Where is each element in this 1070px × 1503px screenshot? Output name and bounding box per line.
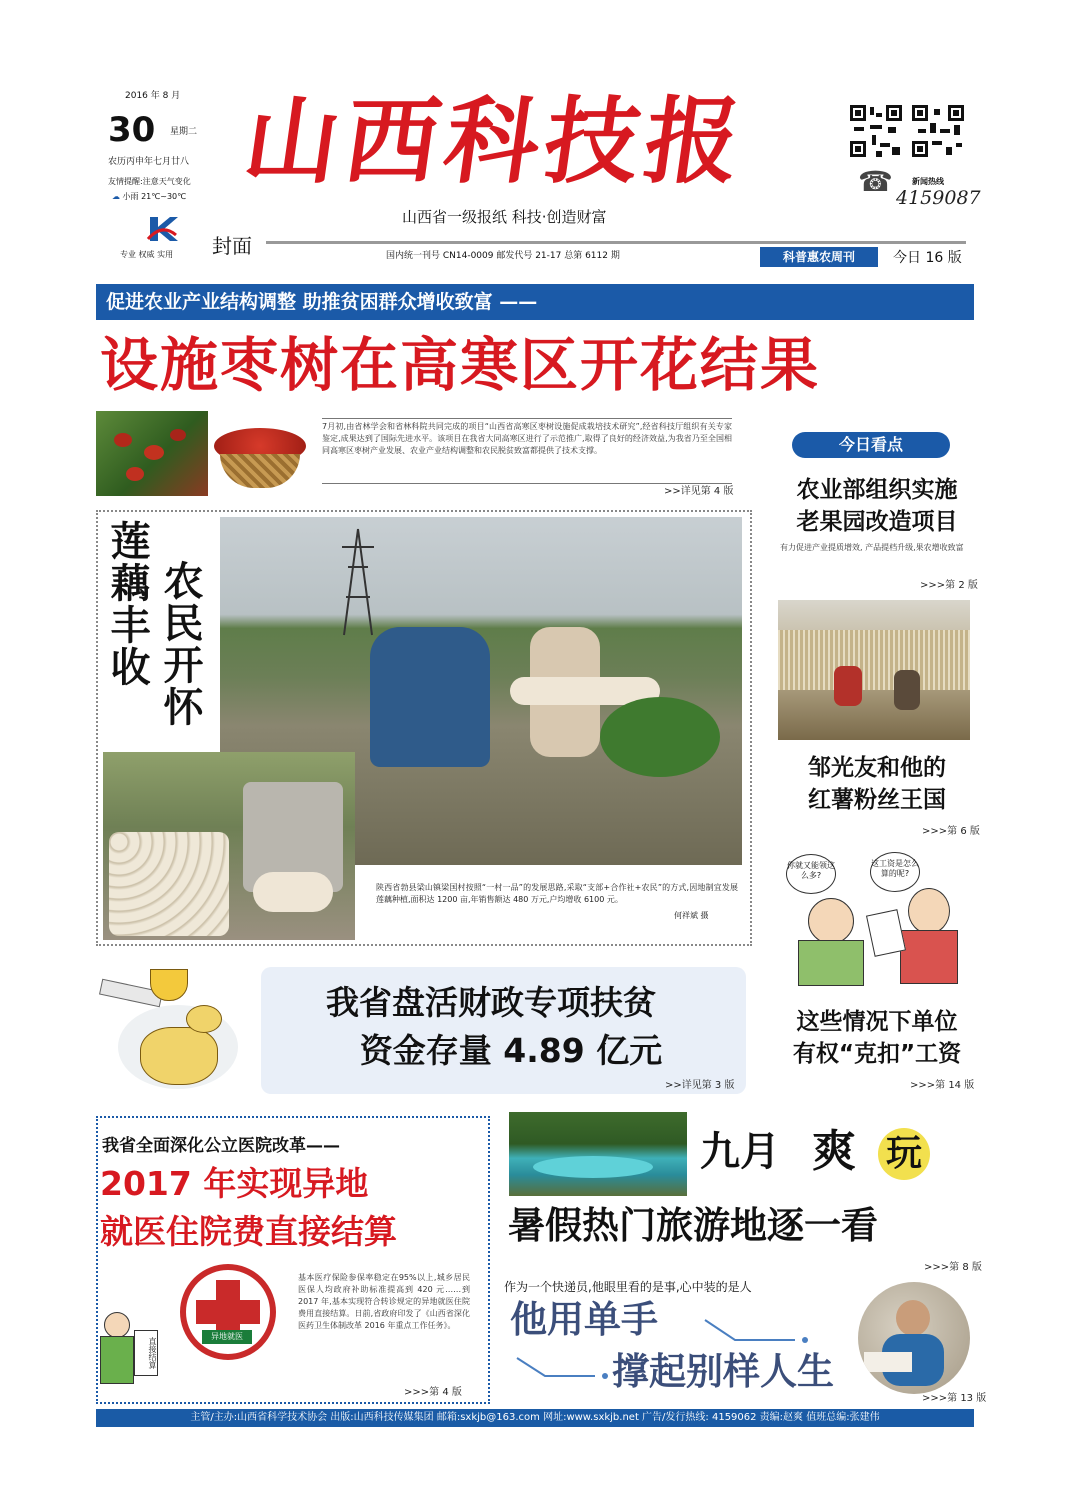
logo-tagline: 专业 权威 实用 [120, 250, 174, 259]
lead-body: 7月初,由省林学会和省林科院共同完成的项目“山西省高寒区枣树设施促成栽培技术研究”,经省科技厅组织有关专家鉴定,成果达到了国际先进水平。该项目在我省大同高寒区进行了示范推广,取得了良好的经济效益,为我省乃至全国相同高寒区枣树产业发展、农业产业结构调整和农民脱贫致富都提供了技术支撑。 [322, 422, 732, 455]
qr-code-icon [848, 103, 904, 159]
lotus-title-col2: 农民开怀 [157, 560, 203, 728]
travel-more-link[interactable]: >>>第 8 版 [924, 1262, 982, 1273]
weather-reminder: 友情提醒:注意天气变化 [108, 177, 191, 186]
hospital-more-link[interactable]: >>>第 4 版 [404, 1387, 462, 1398]
jujube-basket-photo [210, 420, 310, 492]
hospital-illustration [98, 1262, 293, 1392]
date-weekday: 星期二 [170, 127, 198, 137]
hospital-sign-1: 直接结算 [134, 1330, 158, 1376]
highlight-1-summary: 有力促进产业提质增效, 产品提档升级,果农增收致富 [780, 543, 964, 552]
date-day: 30 [108, 110, 156, 150]
wage-cartoon [778, 848, 970, 988]
poverty-more-link[interactable]: >>详见第 3 版 [665, 1080, 735, 1091]
travel-headline[interactable]: 暑假热门旅游地逐一看 [508, 1204, 878, 1247]
hospital-headline-line2[interactable]: 就医住院费直接结算 [100, 1212, 397, 1251]
hospital-sign-2: 异地就医 [202, 1330, 252, 1344]
vermicelli-photo [778, 600, 970, 740]
lotus-photo-credit: 何祥斌 摄 [674, 911, 709, 920]
travel-title-b[interactable]: 爽 [812, 1126, 856, 1177]
poverty-headline-line2[interactable]: 资金存量 4.89 亿元 [359, 1031, 663, 1070]
highlight-1-page[interactable]: >>>第 2 版 [920, 580, 978, 591]
power-tower-icon [338, 527, 378, 637]
decorative-arrows-icon [505, 1290, 865, 1400]
highlight-2-title[interactable]: 邹光友和他的 红薯粉丝王国 [808, 755, 946, 813]
newspaper-title: 山西科技报 [237, 87, 753, 197]
hospital-headline-line1[interactable]: 2017 年实现异地 [100, 1164, 369, 1203]
logo-icon [146, 213, 180, 245]
courier-photo [858, 1282, 970, 1394]
issue-info: 国内统一刊号 CN14-0009 邮发代号 21-17 总第 6112 期 [386, 251, 620, 261]
lead-kicker[interactable]: 促进农业产业结构调整 助推贫困群众增收致富 —— [96, 284, 974, 320]
highlight-3-title[interactable]: 这些情况下单位 有权“克扣”工资 [792, 1009, 962, 1067]
lotus-caption: 陕西省勃县梁山镇梁国村按照“一村一品”的发展思路,采取“支部+合作社+农民”的方式,因地制宜发展莲藕种植,面积达 1200 亩,年销售额达 480 万元,户均增收 6100 元。 [376, 883, 738, 904]
lotus-loading-photo [103, 752, 355, 940]
weather-info: ☁ 小雨 21℃~30℃ [112, 192, 187, 201]
footer-bar: 主管/主办:山西省科学技术协会 出版:山西科技传媒集团 邮箱:sxkjb@163.com 网址:www.sxkjb.net 广告/发行热线: 4159062 责编:赵爽 值班总编:张建伟 [96, 1409, 974, 1427]
highlight-2-page[interactable]: >>>第 6 版 [922, 826, 980, 837]
weekly-tag: 科普惠农周刊 [760, 247, 878, 267]
date-year-month: 2016 年 8 月 [125, 91, 181, 101]
hotline-number: 4159087 [896, 187, 981, 209]
courier-headline-line1[interactable]: 他用单手 [510, 1298, 658, 1341]
newspaper-slogan: 山西省一级报纸 科技·创造财富 [402, 208, 607, 226]
lead-body-frame [322, 418, 732, 484]
highlights-badge: 今日看点 [792, 432, 950, 458]
lead-headline[interactable]: 设施枣树在高寒区开花结果 [100, 331, 821, 399]
courier-headline-line2[interactable]: 撑起别样人生 [612, 1350, 834, 1393]
courier-more-link[interactable]: >>>第 13 版 [922, 1393, 987, 1404]
qr-code-icon [910, 103, 966, 159]
lotus-title-col1: 莲藕丰收 [104, 520, 150, 688]
cartoon-bubble-1: 你就又能领这么多? [786, 854, 836, 894]
jujube-tree-photo [96, 411, 208, 496]
lake-photo [509, 1112, 687, 1196]
telephone-icon: ☎ [858, 165, 893, 198]
lead-more-link[interactable]: >>详见第 4 版 [664, 486, 734, 497]
section-name: 封面 [212, 234, 252, 258]
money-bag-illustration [100, 965, 260, 1095]
rain-icon: ☁ [112, 192, 120, 201]
hospital-kicker[interactable]: 我省全面深化公立医院改革—— [102, 1136, 340, 1156]
hospital-body: 基本医疗保险参保率稳定在95%以上,城乡居民医保人均政府补助标准提高到 420 元……到 2017 年,基本实现符合转诊规定的异地就医住院费用直接结算。日前,省政府印发了《山西省深化医药卫生体制改革 2016 年重点工作任务》。 [298, 1273, 470, 1330]
travel-title-c[interactable]: 玩 [878, 1128, 930, 1180]
highlight-3-page[interactable]: >>>第 14 版 [910, 1080, 975, 1091]
page-count: 今日 16 版 [893, 250, 962, 266]
highlight-1-title[interactable]: 农业部组织实施 老果园改造项目 [796, 477, 958, 535]
hotline-label: 新闻热线 [912, 177, 944, 186]
masthead-rule [266, 241, 966, 244]
travel-title-a[interactable]: 九月 [700, 1129, 780, 1175]
courier-kicker[interactable]: 作为一个快递员,他眼里看的是事,心中装的是人 [504, 1280, 752, 1294]
cartoon-bubble-2: 这工资是怎么算的呢? [870, 852, 920, 892]
lunar-date: 农历丙申年七月廿八 [108, 157, 190, 167]
medical-cross-icon [180, 1264, 276, 1360]
poverty-headline-line1[interactable]: 我省盘活财政专项扶贫 [326, 983, 656, 1022]
